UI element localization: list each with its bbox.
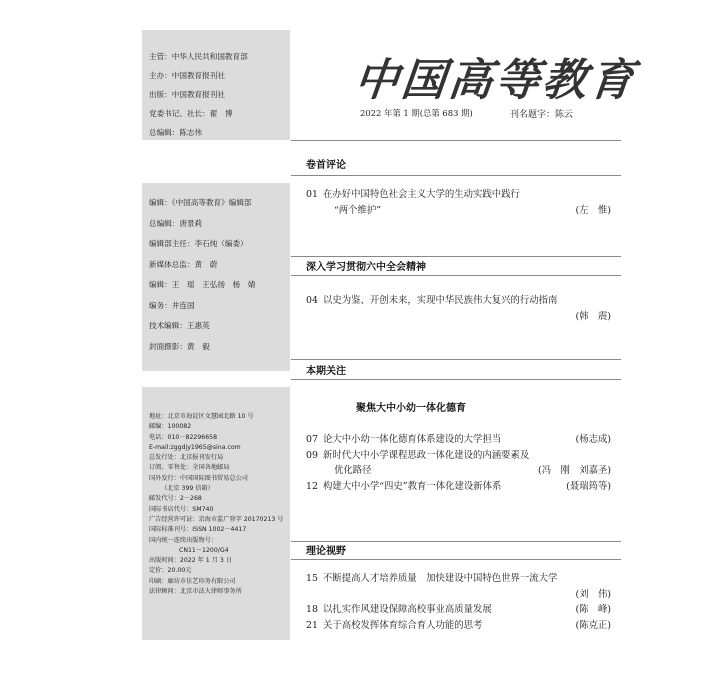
supervisor-line: 主管：中华人民共和国教育部	[149, 52, 248, 61]
issn-line: 国际标准刊号：ISSN 1002－4417	[149, 526, 247, 534]
section-title-plenum: 深入学习贯彻六中全会精神	[306, 262, 426, 273]
toc-entry-continued[interactable]	[306, 202, 611, 218]
toc-page: 15	[306, 573, 318, 584]
section-divider	[291, 140, 621, 141]
toc-author: (杨志成)	[575, 434, 611, 445]
ad-license-line: 广告经营许可证：京海市监广登字 20170213 号	[149, 515, 284, 523]
editors-line: 编辑：王 瑶 王弘扬 杨 婧	[149, 280, 256, 289]
toc-title: 构建大中小学“四史”教育一体化建设新体系	[323, 480, 502, 492]
toc-list-plenum	[306, 292, 611, 323]
contact-info-block	[142, 387, 290, 640]
dept-director-line: 编辑部主任：李石纯（编委）	[149, 239, 248, 248]
section-title-theory: 理论视野	[306, 546, 346, 557]
toc-page: 21	[306, 619, 318, 631]
section-divider	[291, 379, 621, 380]
toc-entry[interactable]	[306, 570, 611, 586]
section-title-editorial: 卷首评论	[306, 160, 346, 171]
toc-entry-author-row	[306, 308, 611, 324]
new-media-line: 新媒体总监：黄 蔚	[149, 259, 218, 269]
toc-entry[interactable]	[306, 478, 611, 494]
focus-subtitle: 聚焦大中小幼一体化德育	[356, 403, 466, 414]
journal-title: 中国高等教育	[351, 55, 640, 106]
toc-page: 18	[306, 604, 318, 615]
toc-title: 新时代大中小学课程思政一体化建设的内涵要素及	[323, 449, 530, 461]
chief-editor-line: 总编辑：陈志伟	[149, 128, 203, 137]
journal-masthead	[351, 44, 640, 106]
toc-author: (陈 峰)	[575, 604, 611, 615]
cn-label-line: 国内统一连续出版物号：	[149, 536, 218, 544]
sponsor-line: 主办：中国教育报刊社	[149, 71, 225, 80]
toc-entry[interactable]	[306, 617, 611, 633]
toc-author: (陈克正)	[575, 619, 611, 631]
toc-title: 关于高校发挥体育综合育人功能的思考	[323, 619, 483, 631]
email-line: E-mail:zggdjy1965@sina.com	[149, 443, 241, 451]
toc-author: (聂瑞筠等)	[566, 480, 611, 492]
toc-title-continued: 优化路径	[334, 465, 372, 476]
toc-entry[interactable]	[306, 292, 611, 308]
editor-in-chief-line: 总编辑：唐景莉	[149, 218, 203, 228]
toc-title: 论大中小幼一体化德育体系建设的大学担当	[323, 434, 502, 445]
toc-entry-continued[interactable]	[306, 462, 611, 478]
toc-page: 04	[306, 295, 318, 306]
editorial-dept-line: 编辑：《中国高等教育》编辑部	[149, 198, 252, 207]
distribution-line: 总发行处：北京报刊发行局	[149, 454, 224, 462]
toc-entry[interactable]	[306, 431, 611, 447]
cover-photo-line: 封面摄影：黄 毅	[149, 341, 210, 351]
affairs-line: 编务：井连国	[149, 300, 195, 310]
toc-list-focus	[306, 431, 611, 493]
toc-title: 以史为鉴、开创未来，实现中华民族伟大复兴的行动指南	[323, 295, 558, 306]
toc-entry[interactable]	[306, 601, 611, 617]
toc-list-theory	[306, 570, 611, 632]
section-title-focus: 本期关注	[306, 366, 346, 377]
publish-date-line: 出版时间：2022 年 1 月 3 日	[149, 557, 232, 565]
president-line: 党委书记、社长：翟 博	[149, 109, 233, 118]
title-calligraphy-credit: 刊名题字：陈云	[510, 110, 574, 120]
toc-page: 07	[306, 434, 318, 445]
publisher-line: 出版：中国教育报刊社	[149, 90, 225, 99]
toc-list-editorial	[306, 186, 611, 217]
toc-entry[interactable]	[306, 447, 611, 463]
toc-page: 01	[306, 189, 318, 200]
price-line: 定价：20.00元	[149, 567, 192, 575]
printer-line: 印刷：廊坊市佳艺印务有限公司	[149, 577, 236, 585]
section-divider	[291, 275, 621, 276]
toc-entry[interactable]	[306, 186, 611, 202]
section-divider	[291, 359, 621, 360]
editorial-staff-block	[142, 183, 290, 371]
phone-line: 电话：010－82296658	[149, 433, 218, 441]
tech-editor-line: 技术编辑：王惠英	[149, 321, 210, 330]
po-box-line: （北京 399 信箱）	[161, 485, 214, 493]
toc-author: (左 惟)	[575, 204, 611, 216]
toc-page: 12	[306, 480, 318, 492]
toc-author: (刘 伟)	[575, 588, 611, 600]
address-line: 地址：北京市海淀区文慧园北路 10 号	[149, 413, 254, 420]
toc-author: (冯 刚 刘嘉圣)	[538, 465, 611, 476]
subscription-line: 订阅、零售处：全国各地邮局	[149, 464, 230, 472]
masthead-sidebar	[142, 30, 290, 640]
toc-title: 在办好中国特色社会主义大学的生动实践中践行	[323, 189, 520, 200]
cn-number-line: CN11－1200/G4	[179, 546, 229, 554]
legal-counsel-line: 法律顾问：北京市法大律师事务所	[149, 588, 242, 596]
foreign-distribution-line: 国外发行：中国国际图书贸易总公司	[149, 474, 248, 482]
toc-title-continued: “两个维护”	[334, 204, 382, 216]
postal-code-line: 邮发代号：2－268	[149, 495, 202, 503]
publisher-info-block	[142, 30, 290, 140]
section-divider	[291, 559, 621, 560]
toc-entry-author-row	[306, 586, 611, 602]
postcode-line: 邮编：100082	[149, 423, 192, 431]
section-divider	[291, 256, 621, 257]
toc-title: 以扎实作风建设保障高校事业高质量发展	[323, 604, 492, 615]
intl-bookstore-line: 国际书店代号：SM740	[149, 505, 214, 513]
issue-number: 2022 年第 1 期(总第 683 期)	[360, 108, 473, 118]
toc-author: (韩 震)	[575, 310, 611, 322]
section-divider	[291, 175, 621, 176]
toc-page: 09	[306, 449, 318, 461]
toc-title: 不断提高人才培养质量 加快建设中国特色世界一流大学	[323, 573, 558, 584]
